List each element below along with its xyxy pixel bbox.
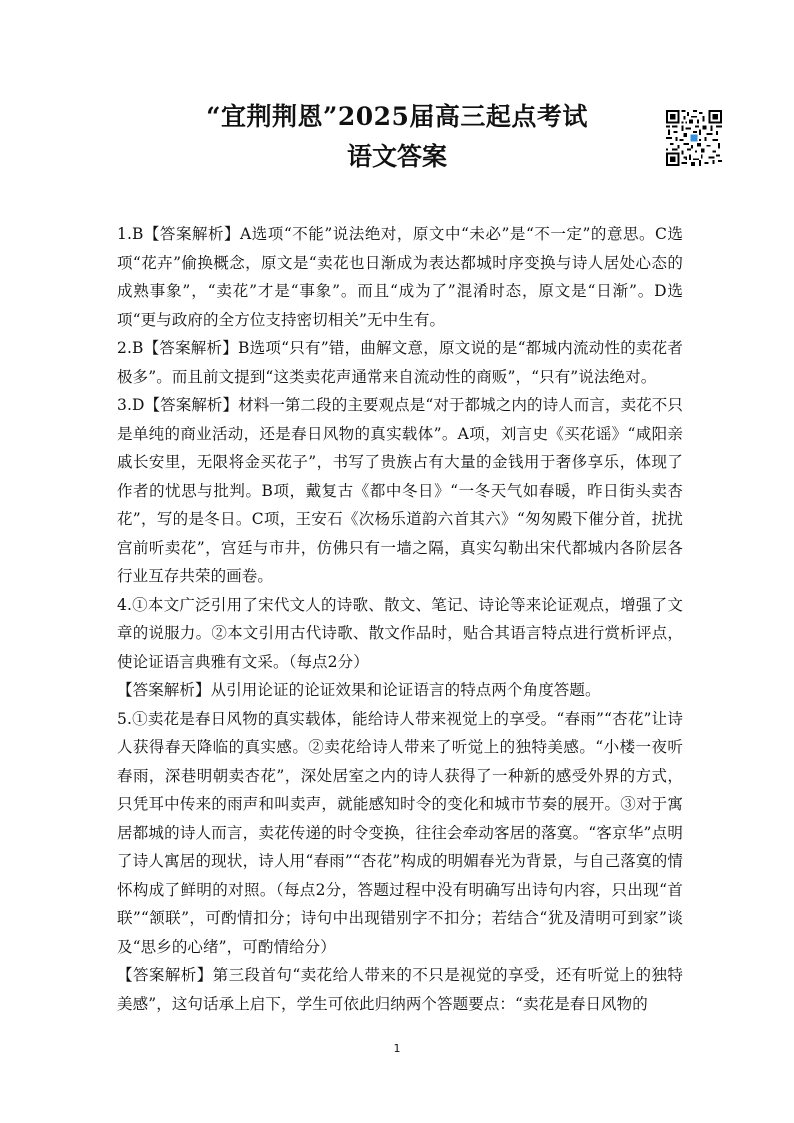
answer-paragraph: 4.①本文广泛引用了宋代文人的诗歌、散文、笔记、诗论等来论证观点，增强了文章的说服力。②本文引用古代诗歌、散文作品时，贴合其语言特点进行赏析评点，使论证语言典雅有文采。（每点2分） <box>117 595 683 671</box>
answer-paragraph: 【答案解析】从引用论证的论证效果和论证语言的特点两个角度答题。 <box>117 681 601 699</box>
answer-paragraph: 3.D【答案解析】材料一第二段的主要观点是“对于都城之内的诗人而言，卖花不只是单纯的商业活动，还是春日风物的真实载体”。A项，刘言史《买花谣》“咸阳亲戚长安里，无限将金买花子”，书写了贵族占有大量的金钱用于奢侈享乐，体现了作者的忧思与批判。B项，戴复古《都中冬日》“一冬天气如春暖，昨日街头卖杏花”，写的是冬日。C项，王安石《次杨乐道韵六首其六》“匆匆殿下催分首，扰扰宫前听卖花”，宫廷与市井，仿佛只有一墙之隔，真实勾勒出宋代都城内各阶层各行业互存共荣的画卷。 <box>117 396 683 585</box>
answer-content <box>117 220 683 1018</box>
answer-paragraph: 5.①卖花是春日风物的真实载体，能给诗人带来视觉上的享受。“春雨”“杏花”让诗人获得春天降临的真实感。②卖花给诗人带来了听觉上的独特美感。“小楼一夜听春雨，深巷明朝卖杏花”，深处居室之内的诗人获得了一种新的感受外界的方式，只凭耳中传来的雨声和叫卖声，就能感知时令的变化和城市节奏的展开。③对于寓居都城的诗人而言，卖花传递的时令变换，往往会牵动客居的落寞。“客京华”点明了诗人寓居的现状，诗人用“春雨”“杏花”构成的明媚春光为背景，与自己落寞的情怀构成了鲜明的对照。（每点2分，答题过程中没有明确写出诗句内容，只出现“首联”“颔联”，可酌情扣分；诗句中出现错别字不扣分；若结合“犹及清明可到家”谈及“思乡的心绪”，可酌情给分） <box>117 709 683 956</box>
page-subtitle: 语文答案 <box>346 142 447 171</box>
answer-paragraph: 2.B【答案解析】B选项“只有”错，曲解文意，原文说的是“都城内流动性的卖花者极多”。而且前文提到“这类卖花声通常来自流动性的商贩”，“只有”说法绝对。 <box>117 339 683 386</box>
qr-code-icon <box>666 110 722 166</box>
page-title: “宜荆荆恩”2025届高三起点考试 <box>206 102 588 131</box>
page-number: 1 <box>393 1042 401 1055</box>
answer-paragraph: 【答案解析】第三段首句“卖花给人带来的不只是视觉的享受，还有听觉上的独特美感”，这句话承上启下，学生可依此归纳两个答题要点：“卖花是春日风物的 <box>117 966 683 1013</box>
answer-paragraph: 1.B【答案解析】A选项“不能”说法绝对，原文中“未必”是“不一定”的意思。C选项“花卉”偷换概念，原文是“卖花也日渐成为表达都城时序变换与诗人居处心态的成熟事象”，“卖花”才是“事象”。而且“成为了”混淆时态，原文是“日渐”。D选项“更与政府的全方位支持密切相关”无中生有。 <box>117 225 683 329</box>
